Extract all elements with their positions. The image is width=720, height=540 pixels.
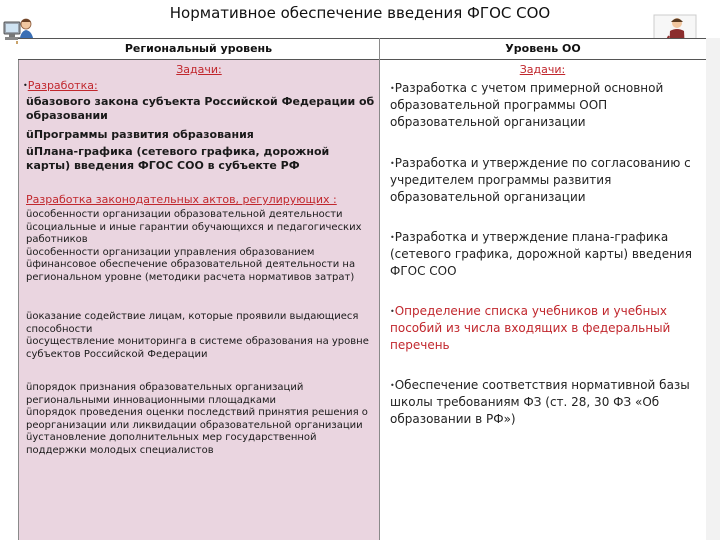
- list-item: üбазового закона субъекта Российской Федерации об образовании: [26, 95, 375, 122]
- list-item: •Разработка и утверждение по согласованию с учредителем программы развития образовательной организации: [390, 156, 691, 204]
- table-header-row: [18, 38, 706, 60]
- right-margin: [706, 38, 720, 540]
- development-heading: [23, 79, 375, 93]
- list-item: üПлана-графика (сетевого графика, дорожной карты) введения ФГОС СОО в субъекте РФ: [26, 145, 330, 172]
- acts-list: [26, 209, 378, 284]
- school-column: [380, 59, 705, 540]
- column-divider: [379, 38, 380, 540]
- page-title: Нормативное обеспечение введения ФГОС СОО: [169, 4, 551, 22]
- list-item: üфинансовое обеспечение образовательной деятельности на региональном уровне (методики расчета нормативов затрат): [26, 259, 356, 283]
- list-item: •Разработка и утверждение плана-графика (сетевого графика, дорожной карты) введения ФГОС СОО: [390, 230, 692, 278]
- support-list: [26, 311, 378, 361]
- list-item: üособенности организации образовательной деятельности: [26, 209, 343, 220]
- list-item: •Разработка с учетом примерной основной образовательной программы ООП образовательной организации: [390, 81, 664, 129]
- development-label: Разработка:: [27, 79, 98, 92]
- list-item: •Обеспечение соответствия нормативной базы школы требованиям ФЗ (ст. 28, 30 ФЗ «Об образовании в РФ»): [390, 378, 690, 426]
- list-item: üпорядок признания образовательных организаций региональными инновационными площадками: [26, 382, 304, 406]
- list-item: •Определение списка учебников и учебных пособий из числа входящих в федеральный перечень: [390, 304, 671, 352]
- list-item: üсоциальные и иные гарантии обучающихся и педагогических работников: [26, 221, 362, 245]
- header-regional-level: Региональный уровень: [124, 42, 273, 55]
- list-item: üустановление дополнительных мер государственной поддержки молодых специалистов: [26, 432, 317, 456]
- left-tasks-heading: Задачи:: [176, 63, 222, 76]
- list-item: üПрограммы развития образования: [26, 128, 254, 141]
- order-list: [26, 382, 378, 457]
- list-item: üосуществление мониторинга в системе образования на уровне субъектов Российской Федерации: [26, 336, 369, 360]
- header-school-level: Уровень ОО: [505, 42, 581, 55]
- list-item: üособенности организации управления образованием: [26, 246, 315, 258]
- acts-heading: Разработка законодательных актов, регулирующих :: [26, 193, 337, 206]
- list-item: üпорядок проведения оценки последствий принятия решения о реорганизации или ликвидации образовательной организации: [26, 407, 368, 431]
- bullet: •: [23, 81, 28, 90]
- right-tasks-heading: Задачи:: [519, 63, 566, 76]
- list-item: üоказание содействие лицам, которые проявили выдающиеся способности: [26, 311, 359, 335]
